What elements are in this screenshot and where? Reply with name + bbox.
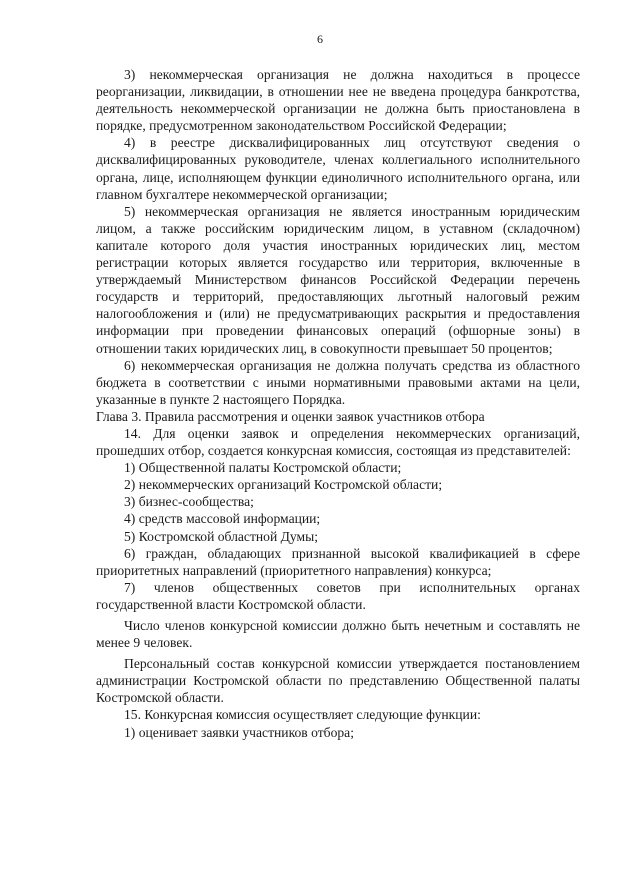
list-item: 2) некоммерческих организаций Костромской области; [124,477,443,493]
clause-14-list [96,459,580,544]
clause-14-item-6: 6) граждан, обладающих признанной высокой квалификацией в сфере приоритетных направлений (приоритетного направления) конкурса; [96,545,580,578]
paragraph-item-5: 5) некоммерческая организация не является иностранным юридическим лицом, а также российским юридическим лицом, в уставном (складочном) капитале которого доля участия иностранных юридических лиц, местом регистрации которых является государство или территория, включенные в утверждаемый Министерством финансов Российской Федерации перечень государств и территорий, предоставляющих льготный налоговый режим налогообложения и (или) не предусматривающих раскрытия и предоставления информации при проведении финансовых операций (офшорные зоны) в отношении таких юридических лиц, в совокупности превышает 50 процентов; [96,203,580,356]
clause-15-item-1: 1) оценивает заявки участников отбора; [124,724,354,740]
clause-15-intro: 15. Конкурсная комиссия осуществляет следующие функции: [124,707,481,723]
chapter-heading: Глава 3. Правила рассмотрения и оценки заявок участников отбора [96,408,485,424]
list-item: 3) бизнес-сообщества; [124,494,254,510]
list-item: 5) Костромской областной Думы; [124,528,319,544]
paragraph-item-6: 6) некоммерческая организация не должна получать средства из областного бюджета в соответствии с иными нормативными правовыми актами на цели, указанные в пункте 2 настоящего Порядка. [96,357,580,407]
page-number: 6 [317,32,323,46]
members-count-paragraph: Число членов конкурсной комиссии должно быть нечетным и составлять не менее 9 человек. [96,618,580,651]
paragraph-item-4: 4) в реестре дисквалифицированных лиц отсутствуют сведения о дисквалифицированных руководителе, членах коллегиального исполнительного органа, лице, исполняющем функции единоличного исполнительного органа, или главном бухгалтере некоммерческой организации; [96,135,580,202]
clause-14-item-7: 7) членов общественных советов при исполнительных органах государственной власти Костромской области. [96,579,580,612]
document-body [96,66,580,741]
paragraph-item-3: 3) некоммерческая организация не должна находиться в процессе реорганизации, ликвидации, в отношении нее не введена процедура банкротства, деятельность некоммерческой организации не должна быть приостановлена в порядке, предусмотренном законодательством Российской Федерации; [96,67,580,134]
list-item: 1) Общественной палаты Костромской области; [124,460,402,476]
clause-14-intro: 14. Для оценки заявок и определения некоммерческих организаций, прошедших отбор, создается конкурсная комиссия, состоящая из представителей: [96,425,580,459]
list-item: 4) средств массовой информации; [124,511,321,527]
personal-composition-paragraph: Персональный состав конкурсной комиссии утверждается постановлением администрации Костромской области по представлению Общественной палаты Костромской области. [96,656,580,706]
